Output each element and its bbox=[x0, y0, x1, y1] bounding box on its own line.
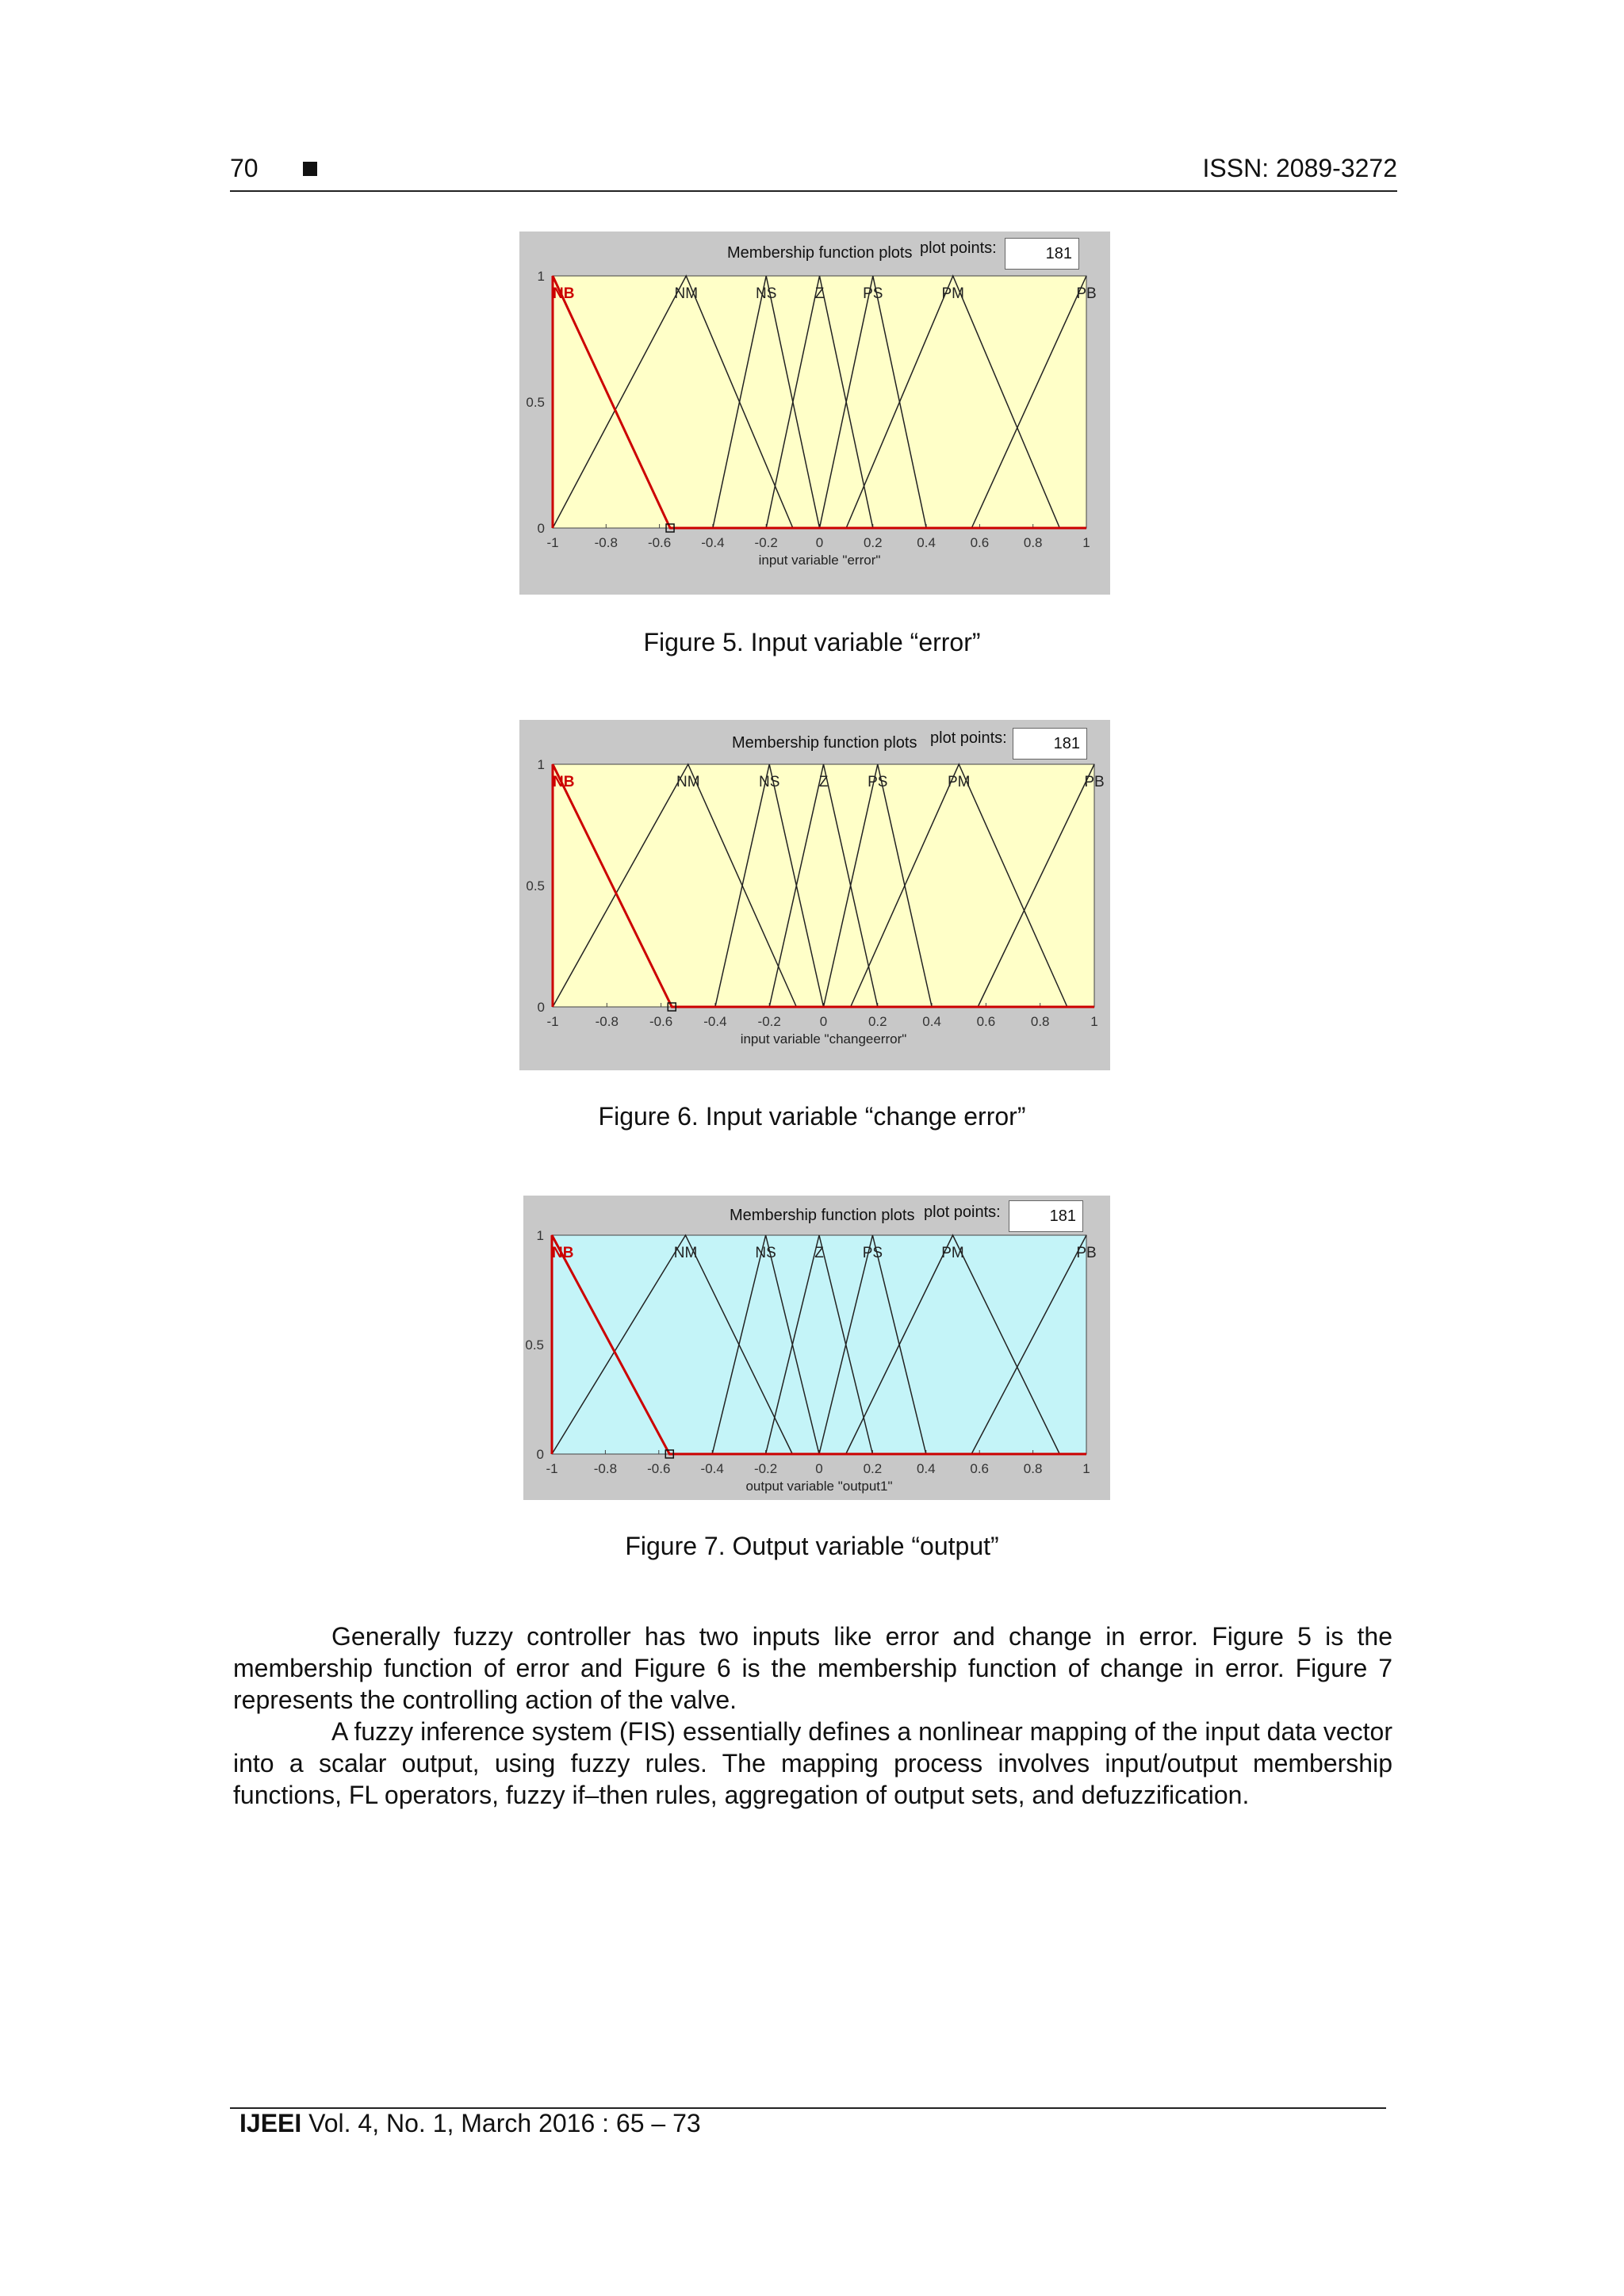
mf-label-ns: NS bbox=[755, 1245, 776, 1261]
mf-label-z: Z bbox=[814, 285, 825, 302]
x-tick-label: 1 bbox=[1082, 1461, 1090, 1476]
x-tick-label: -0.6 bbox=[649, 1014, 673, 1029]
x-tick-label: 0 bbox=[815, 1461, 823, 1476]
mf-label-ps: PS bbox=[862, 1245, 883, 1261]
paragraph: A fuzzy inference system (FIS) essentially defines a nonlinear mapping of the input data vector into a scalar output, using fuzzy rules. The mapping process involves input/output membership functions, FL operators, fuzzy if–then rules, aggregation of output sets, and defuzzification. bbox=[233, 1717, 1392, 1809]
citation: Vol. 4, No. 1, March 2016 : 65 – 73 bbox=[308, 2109, 701, 2137]
mf-label-ns: NS bbox=[758, 774, 780, 790]
plot-points-input[interactable]: 181 bbox=[1013, 728, 1087, 760]
mf-label-ps: PS bbox=[868, 774, 888, 790]
x-tick-label: -0.2 bbox=[757, 1014, 781, 1029]
membership-plot bbox=[519, 232, 1110, 595]
x-tick-label: 0.2 bbox=[863, 535, 883, 550]
mf-label-z: Z bbox=[814, 1245, 824, 1261]
x-tick-label: 0.6 bbox=[970, 535, 990, 550]
figure-6 bbox=[519, 720, 1110, 1070]
plot-points-label: plot points: bbox=[924, 1203, 1001, 1221]
x-tick-label: 0 bbox=[815, 535, 824, 550]
mf-label-nm: NM bbox=[676, 774, 700, 790]
x-tick-label: 0.8 bbox=[1030, 1014, 1050, 1029]
figure-7-caption: Figure 7. Output variable “output” bbox=[625, 1532, 999, 1560]
x-tick-label: -0.6 bbox=[647, 535, 672, 550]
panel-title: Membership function plots bbox=[730, 1207, 915, 1224]
plot-points-label: plot points: bbox=[930, 729, 1007, 747]
figure-7 bbox=[523, 1196, 1110, 1500]
panel-title: Membership function plots bbox=[727, 244, 913, 262]
square-bullet-icon bbox=[303, 162, 317, 176]
x-tick-label: -0.8 bbox=[594, 535, 618, 550]
x-tick-label: 0.6 bbox=[976, 1014, 996, 1029]
x-tick-label: -0.6 bbox=[647, 1461, 671, 1476]
mf-label-nm: NM bbox=[673, 1245, 698, 1261]
plot-points-label: plot points: bbox=[920, 239, 997, 257]
x-tick-label: -0.8 bbox=[593, 1461, 618, 1476]
plot-points-input[interactable]: 181 bbox=[1009, 1200, 1083, 1232]
y-tick-label: 0.5 bbox=[526, 878, 545, 894]
mf-label-pm: PM bbox=[941, 285, 964, 302]
y-tick-label: 1 bbox=[536, 1228, 544, 1243]
mf-label-ps: PS bbox=[863, 285, 883, 302]
x-tick-label: 0 bbox=[819, 1014, 828, 1029]
figure-5-caption: Figure 5. Input variable “error” bbox=[643, 628, 981, 656]
mf-label-pm: PM bbox=[941, 1245, 964, 1261]
mf-label-nm: NM bbox=[674, 285, 699, 302]
paragraph: Generally fuzzy controller has two inputs like error and change in error. Figure 5 is the membership function of error and Figure 6 is the membership function of change in error. Figure 7 represents the controlling action of the valve. bbox=[233, 1622, 1392, 1714]
y-tick-label: 0 bbox=[537, 1000, 545, 1015]
mf-label-nb: NB bbox=[552, 1245, 574, 1261]
mf-label-z: Z bbox=[818, 774, 829, 790]
x-tick-label: -1 bbox=[546, 535, 559, 550]
x-axis-label: input variable "changeerror" bbox=[740, 1031, 907, 1047]
x-tick-label: -0.4 bbox=[703, 1014, 727, 1029]
x-tick-label: -1 bbox=[546, 1014, 559, 1029]
x-axis-label: input variable "error" bbox=[758, 553, 881, 568]
membership-plot bbox=[523, 1196, 1110, 1500]
x-tick-label: 0.8 bbox=[1023, 1461, 1043, 1476]
mf-label-nb: NB bbox=[553, 774, 575, 790]
x-tick-label: -0.8 bbox=[595, 1014, 619, 1029]
y-tick-label: 0 bbox=[536, 1447, 544, 1462]
x-tick-label: -0.2 bbox=[754, 535, 778, 550]
x-tick-label: -1 bbox=[546, 1461, 558, 1476]
figure-5 bbox=[519, 232, 1110, 595]
y-tick-label: 0.5 bbox=[526, 395, 545, 410]
mf-label-nb: NB bbox=[553, 285, 575, 302]
page-number: 70 bbox=[230, 154, 259, 182]
body-text bbox=[233, 1621, 1392, 1811]
mf-label-pb: PB bbox=[1076, 1245, 1097, 1261]
footer-citation bbox=[239, 2109, 701, 2138]
x-tick-label: 0.4 bbox=[922, 1014, 941, 1029]
x-tick-label: -0.4 bbox=[701, 535, 725, 550]
x-tick-label: 0.4 bbox=[917, 535, 936, 550]
figure-6-caption: Figure 6. Input variable “change error” bbox=[598, 1102, 1026, 1131]
panel-title: Membership function plots bbox=[732, 734, 917, 752]
x-tick-label: 0.2 bbox=[863, 1461, 883, 1476]
x-tick-label: 0.2 bbox=[868, 1014, 887, 1029]
running-header bbox=[230, 151, 1397, 192]
x-tick-label: -0.2 bbox=[753, 1461, 778, 1476]
x-tick-label: 1 bbox=[1082, 535, 1090, 550]
plot-points-input[interactable]: 181 bbox=[1005, 238, 1079, 270]
x-tick-label: 0.8 bbox=[1023, 535, 1043, 550]
y-tick-label: 1 bbox=[537, 757, 545, 772]
x-tick-label: 1 bbox=[1090, 1014, 1098, 1029]
x-tick-label: -0.4 bbox=[700, 1461, 724, 1476]
issn: ISSN: 2089-3272 bbox=[1202, 154, 1397, 182]
mf-label-pm: PM bbox=[948, 774, 971, 790]
mf-label-pb: PB bbox=[1084, 774, 1105, 790]
x-tick-label: 0.6 bbox=[970, 1461, 990, 1476]
membership-plot bbox=[519, 720, 1110, 1070]
x-axis-label: output variable "output1" bbox=[745, 1479, 893, 1494]
y-tick-label: 0.5 bbox=[525, 1337, 544, 1353]
y-tick-label: 1 bbox=[537, 269, 545, 284]
mf-label-pb: PB bbox=[1076, 285, 1097, 302]
x-tick-label: 0.4 bbox=[916, 1461, 936, 1476]
mf-label-ns: NS bbox=[755, 285, 777, 302]
journal-name: IJEEI bbox=[239, 2109, 302, 2137]
y-tick-label: 0 bbox=[537, 521, 545, 536]
